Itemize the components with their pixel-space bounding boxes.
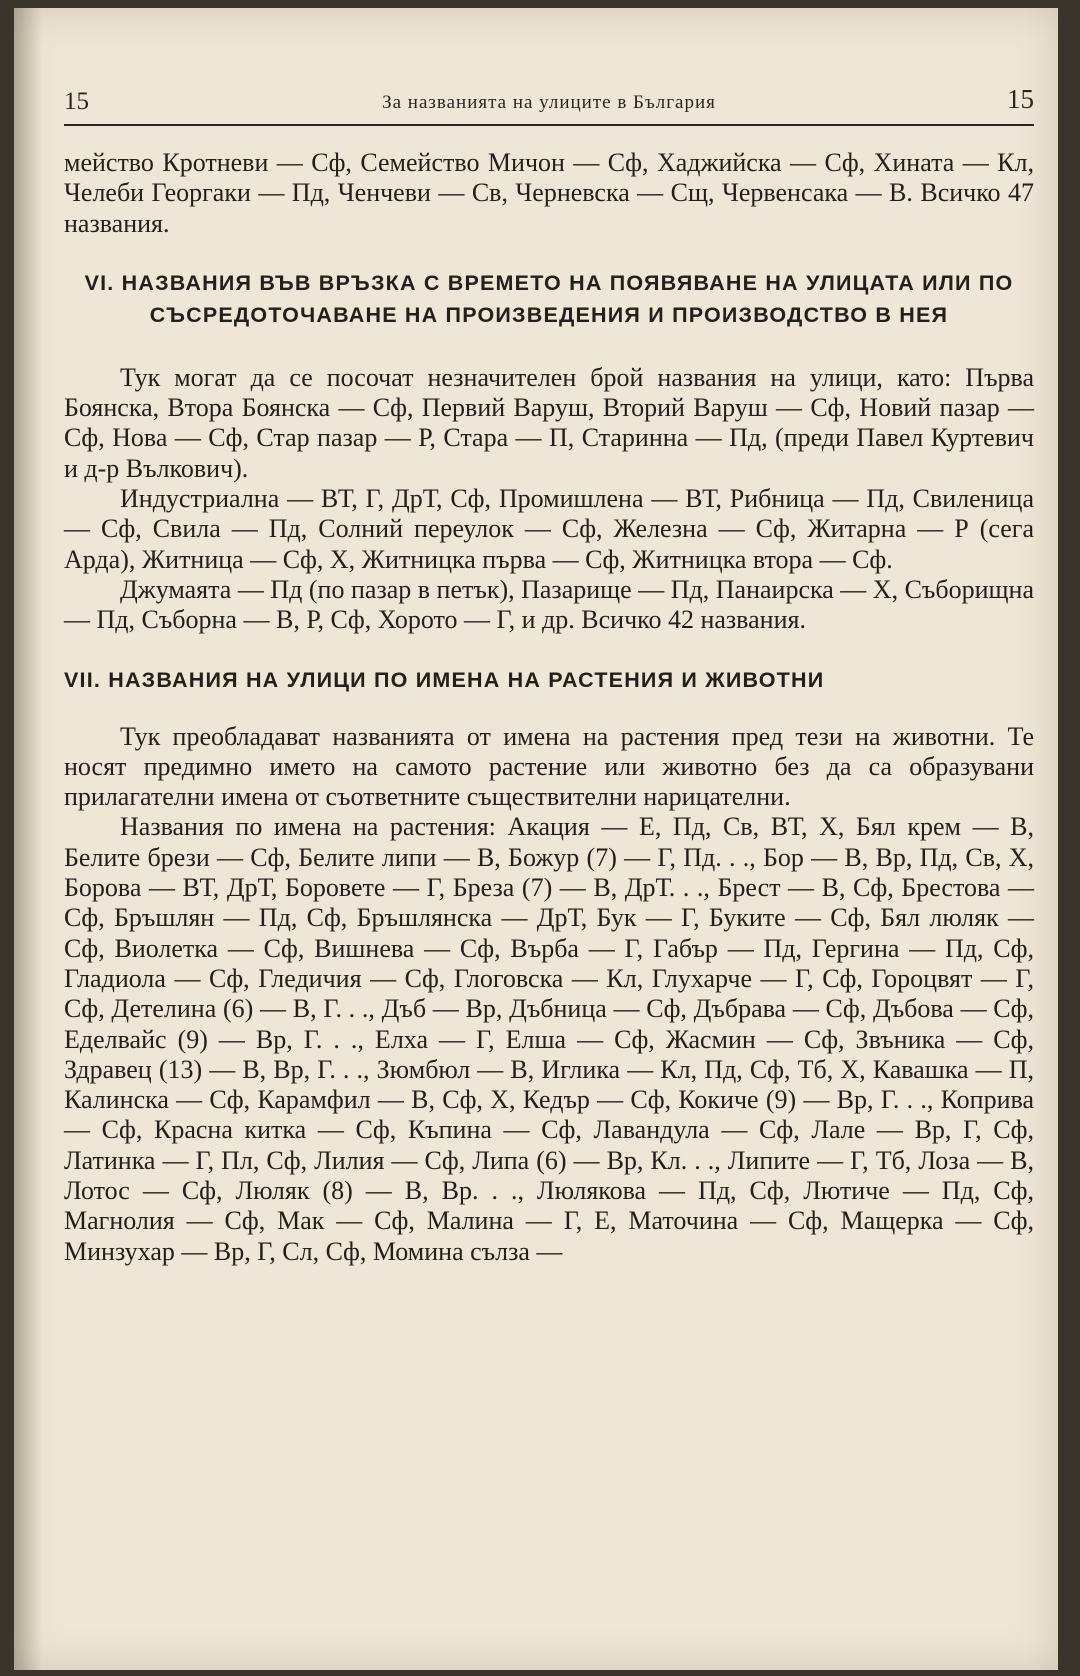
page-spine-shadow [14, 8, 42, 1670]
section-6-title: VI. НАЗВАНИЯ ВЪВ ВРЪЗКА С ВРЕМЕТО НА ПОЯВЯВАНЕ НА УЛИЦАТА ИЛИ ПО СЪСРЕДОТОЧАВАНЕ НА ПРОИЗВЕДЕНИЯ И ПРОИЗВОДСТВО В НЕЯ [84, 270, 1014, 327]
section-6-paragraph-2: Индустриална — ВТ, Г, ДрТ, Сф, Промишлена — ВТ, Рибница — Пд, Свиленица — Сф, Свила — Пд, Солний переулок — Сф, Железна — Сф, Житарна — Р (сега Арда), Житница — Сф, Х, Житницка първа — Сф, Житницка втора — Сф. [64, 484, 1034, 574]
section-7-paragraph-2: Названия по имена на растения: Акация — Е, Пд, Св, ВТ, Х, Бял крем — В, Белите брези — Сф, Белите липи — В, Божур (7) — Г, Пд. . ., Бор — В, Вр, Пд, Св, Х, Борова — ВТ, ДрТ, Боровете — Г, Бреза (7) — В, ДрТ. . ., Брест — В, Сф, Брестова — Сф, Бръшлян — Пд, Сф, Бръшлянска — ДрТ, Бук — Г, Буките — Сф, Бял люляк — Сф, Виолетка — Сф, Вишнева — Сф, Върба — Г, Габър — Пд, Гергина — Пд, Сф, Гладиола — Сф, Гледичия — Сф, Глоговска — Кл, Глухарче — Г, Сф, Гороцвят — Г, Сф, Детелина (6) — В, Г. . ., Дъб — Вр, Дъбница — Сф, Дъбрава — Сф, Дъбова — Сф, Еделвайс (9) — Вр, Г. . ., Елха — Г, Елша — Сф, Жасмин — Сф, Звъника — Сф, Здравец (13) — В, Вр, Г. . ., Зюмбюл — В, Иглика — Кл, Пд, Сф, Тб, Х, Кавашка — П, Калинска — Сф, Карамфил — В, Сф, Х, Кедър — Сф, Кокиче (9) — Вр, Г. . ., Коприва — Сф, Красна китка — Сф, Къпина — Сф, Лавандула — Сф, Лале — Вр, Г, Сф, Латинка — Г, Пл, Сф, Лилия — Сф, Липа (6) — Вр, Кл. . ., Липите — Г, Тб, Лоза — В, Лотос — Сф, Люляк (8) — В, Вр. . ., Люлякова — Пд, Сф, Лютиче — Пд, Сф, Магнолия — Сф, Мак — Сф, Малина — Г, Е, Маточина — Сф, Мащерка — Сф, Минзухар — Вр, Г, Сл, Сф, Момина сълза — [64, 812, 1034, 1266]
page-body [64, 148, 1034, 1267]
paragraph-continuation: мейство Кротневи — Сф, Семейство Мичон — Сф, Хаджийска — Сф, Хината — Кл, Челеби Георгаки — Пд, Ченчеви — Св, Черневска — Сщ, Червенсака — В. Всичко 47 названия. [64, 148, 1034, 238]
section-7-title: VII. НАЗВАНИЯ НА УЛИЦИ ПО ИМЕНА НА РАСТЕНИЯ И ЖИВОТНИ [64, 667, 825, 692]
running-title: За названията на улиците в България [382, 92, 716, 113]
book-page [14, 8, 1058, 1670]
section-6-paragraph-1: Тук могат да се посочат незначителен брой названия на улици, като: Първа Боянска, Втора Боянска — Сф, Первий Варуш, Вторий Варуш — Сф, Новий пазар — Сф, Нова — Сф, Стар пазар — Р, Стара — П, Старинна — Пд, (преди Павел Куртевич и д-р Вълкович). [64, 362, 1034, 483]
page-number-left: 15 [64, 88, 89, 115]
section-6-paragraph-3: Джумаята — Пд (по пазар в петък), Пазарище — Пд, Панаирска — Х, Съборищна — Пд, Съборна — В, Р, Сф, Хорото — Г, и др. Всичко 42 названия. [64, 574, 1034, 635]
page-number-right: 15 [1007, 84, 1034, 114]
section-7-paragraph-1: Тук преобладават названията от имена на растения пред тези на животни. Те носят предимно името на самото растение или животно без да са образувани прилагателни имена от съответните съществителни нарицателни. [64, 721, 1034, 812]
running-header [64, 84, 1034, 126]
